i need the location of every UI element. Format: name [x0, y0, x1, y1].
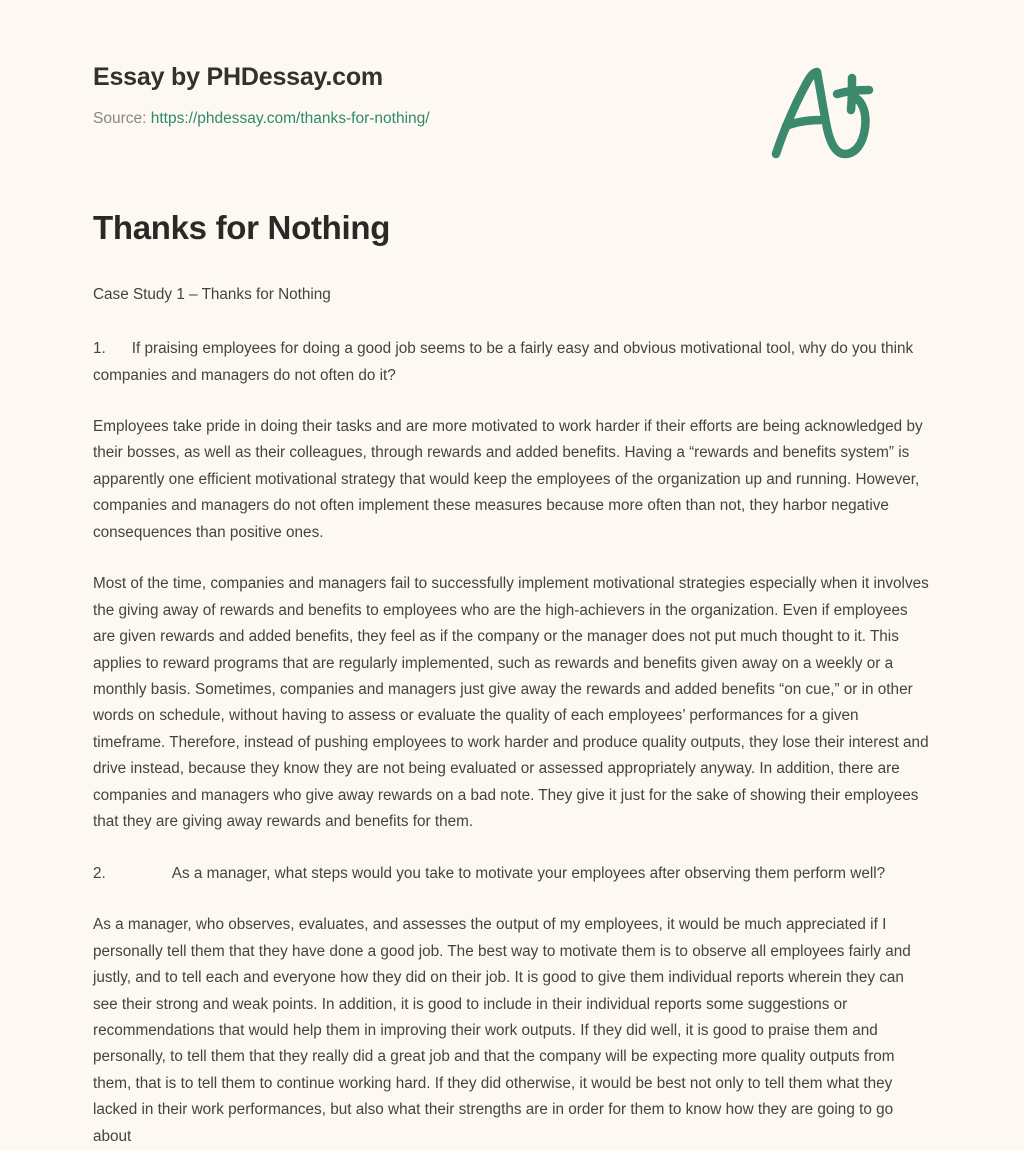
question-2-text: As a manager, what steps would you take to motivate your employees after observing them perform well? [171, 864, 886, 882]
question-1 [93, 336, 931, 389]
brand-title: Essay by PHDessay.com [93, 63, 383, 91]
essay-body [93, 248, 931, 1150]
question-1-text: If praising employees for doing a good job seems to be a fairly easy and obvious motivational tool, why do you think companies and managers do not often do it? [93, 340, 914, 384]
question-2 [93, 861, 931, 887]
source-label: Source: [93, 109, 147, 127]
source-url-link[interactable]: https://phdessay.com/thanks-for-nothing/ [150, 109, 430, 127]
page-title: Thanks for Nothing [93, 209, 391, 246]
answer-2-paragraph-1: As a manager, who observes, evaluates, and assesses the output of my employees, it would be much appreciated if I personally tell them that they have done a good job. The best way to motivate them is to observe all employees fairly and justly, and to tell each and everyone how they did on their job. It is good to give them individual reports wherein they can see their strong and weak points. In addition, it is good to include in their individual reports some suggestions or recommendations that would help them in improving their work outputs. If they did well, it is good to praise them and personally, to tell them that they really did a great job and that the company will be expecting more quality outputs from them, that is to tell them to continue working hard. If they did otherwise, it would be best not only to tell them what they lacked in their work performances, but also what their strengths are in order for them to know how they are going to go about [93, 916, 911, 1145]
page-header [93, 0, 931, 127]
aplus-logo-icon [763, 58, 883, 163]
answer-1-paragraph-2: Most of the time, companies and managers fail to successfully implement motivational strategies especially when it involves the giving away of rewards and benefits to employees who are the high-achievers in the organization. Even if employees are given rewards and added benefits, they feel as if the company or the manager does not put much thought to it. This applies to reward programs that are regularly implemented, such as rewards and benefits given away on a weekly or a monthly basis. Sometimes, companies and managers just give away the rewards and added benefits “on cue,” or in other words on schedule, without having to assess or evaluate the quality of each employees’ performances for a given timeframe. Therefore, instead of pushing employees to work harder and produce quality outputs, they lose their interest and drive instead, because they know they are not being evaluated or assessed appropriately anyway. In addition, there are companies and managers who give away rewards on a bad note. They give it just for the sake of showing their employees that they are giving away rewards and benefits for them. [93, 575, 929, 831]
answer-1-paragraph-1: Employees take pride in doing their tasks and are more motivated to work harder if their efforts are being acknowledged by their bosses, as well as their colleagues, through rewards and added benefits. Having a “rewards and benefits system” is apparently one efficient motivational strategy that would keep the employees of the organization up and running. However, companies and managers do not often implement these measures because more often than not, they harbor negative consequences than positive ones. [93, 417, 923, 541]
question-1-number: 1. [93, 340, 106, 358]
question-2-number: 2. [93, 864, 106, 882]
case-study-subtitle: Case Study 1 – Thanks for Nothing [93, 285, 331, 303]
